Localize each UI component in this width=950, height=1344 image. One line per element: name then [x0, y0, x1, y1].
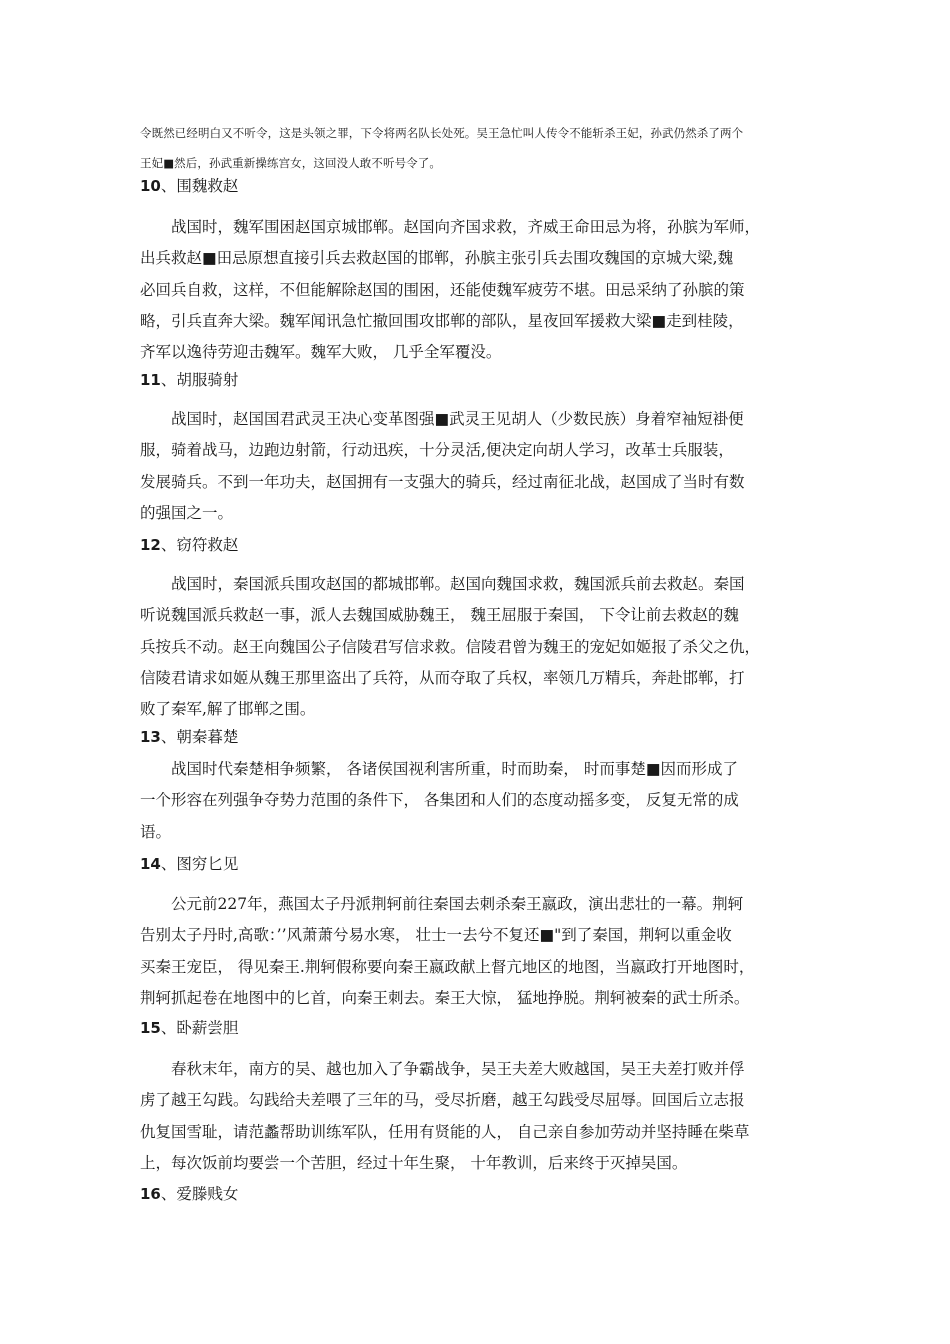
body-line: 战国时代秦楚相争频繁， 各诸侯国视利害所重，时而助秦， 时而事楚■因而形成了	[171, 760, 739, 778]
section-heading-11	[140, 369, 238, 391]
section-title: 、图穷匕见	[160, 855, 239, 873]
body-line: 仇复国雪耻，请范蠡帮助训练军队，任用有贤能的人， 自己亲自参加劳动并坚持睡在柴草	[140, 1122, 750, 1141]
section-heading-14	[140, 853, 238, 875]
body-line: 战国时，秦国派兵围攻赵国的都城邯郸。赵国向魏国求救，魏国派兵前去救赵。秦国	[171, 575, 745, 593]
section-body-10	[140, 212, 808, 368]
section-title: 、爱滕贱女	[160, 1185, 239, 1203]
body-line: 服，骑着战马，边跑边射箭，行动迅疾，十分灵活,便决定向胡人学习，改革士兵服装，	[140, 441, 734, 460]
section-title: 、胡服骑射	[160, 371, 239, 389]
intro-line-2: 王妃■然后，孙武重新操练宫女，这回没人敢不听号令了。	[140, 156, 441, 170]
body-line: 买秦王宠臣， 得见秦王.荆轲假称要向秦王嬴政献上督亢地区的地图，当嬴政打开地图时，	[140, 957, 755, 976]
section-title: 、朝秦暮楚	[160, 728, 239, 746]
section-number: 11	[140, 371, 161, 389]
intro-paragraph	[140, 118, 820, 178]
section-body-14	[140, 889, 808, 1014]
section-number: 12	[140, 536, 161, 554]
body-line: 春秋末年，南方的吴、越也加入了争霸战争，吴王夫差大败越国，吴王夫差打败并俘	[171, 1060, 745, 1078]
body-line: 齐军以逸待劳迎击魏军。魏军大败， 几乎全军覆没。	[140, 343, 502, 362]
body-line: 告别太子丹时,高歌：’’风萧萧兮易水寒， 壮士一去兮不复还■"到了秦国，荆轲以重金收	[140, 926, 732, 945]
body-line: 公元前227年，燕国太子丹派荆轲前往秦国去刺杀秦王嬴政，演出悲壮的一幕。荆轲	[171, 895, 744, 913]
section-heading-15	[140, 1017, 238, 1039]
section-title: 、围魏救赵	[160, 177, 239, 195]
body-line: 战国时，魏军围困赵国京城邯郸。赵国向齐国求救，齐威王命田忌为将，孙膑为军师，	[171, 218, 761, 236]
body-line: 战国时，赵国国君武灵王决心变革图强■武灵王见胡人（少数民族）身着窄袖短褂便	[171, 410, 744, 428]
body-line: 发展骑兵。不到一年功夫，赵国拥有一支强大的骑兵，经过南征北战，赵国成了当时有数	[140, 472, 745, 491]
body-line: 信陵君请求如姬从魏王那里盗出了兵符，从而夺取了兵权，率领几万精兵，奔赴邯郸，打	[140, 668, 745, 687]
body-line: 听说魏国派兵救赵一事，派人去魏国威胁魏王， 魏王屈服于秦国， 下令让前去救赵的魏	[140, 606, 739, 625]
body-line: 败了秦军,解了邯郸之围。	[140, 700, 316, 719]
body-line: 兵按兵不动。赵王向魏国公子信陵君写信求救。信陵君曾为魏王的宠妃如姬报了杀父之仇，	[140, 637, 761, 656]
body-line: 荆轲抓起卷在地图中的匕首，向秦王刺去。秦王大惊， 猛地挣脱。荆轲被秦的武士所杀。	[140, 988, 750, 1007]
section-number: 10	[140, 177, 161, 195]
section-heading-13	[140, 726, 238, 748]
section-number: 13	[140, 728, 161, 746]
section-body-12	[140, 569, 808, 725]
section-title: 、窃符救赵	[160, 536, 239, 554]
body-line: 语。	[140, 822, 172, 841]
body-line: 出兵救赵■田忌原想直接引兵去救赵国的邯郸，孙膑主张引兵去围攻魏国的京城大梁,魏	[140, 249, 734, 268]
section-number: 15	[140, 1019, 161, 1037]
body-line: 的强国之一。	[140, 503, 234, 522]
body-line: 上，每次饭前均要尝一个苦胆，经过十年生聚， 十年教训，后来终于灭掉吴国。	[140, 1153, 688, 1172]
section-number: 14	[140, 855, 161, 873]
body-line: 必回兵自救，这样，不但能解除赵国的围困，还能使魏军疲劳不堪。田忌采纳了孙膑的策	[140, 280, 745, 299]
section-heading-10	[140, 175, 238, 197]
section-heading-12	[140, 534, 238, 556]
body-line: 一个形容在列强争夺势力范围的条件下， 各集团和人们的态度动摇多变， 反复无常的成	[140, 791, 739, 810]
section-title: 、卧薪尝胆	[160, 1019, 239, 1037]
section-number: 16	[140, 1185, 161, 1203]
body-line: 略，引兵直奔大梁。魏军闻讯急忙撤回围攻邯郸的部队，星夜回军援救大梁■走到桂陵，	[140, 311, 744, 330]
section-body-11	[140, 404, 808, 529]
body-line: 虏了越王勾践。勾践给夫差喂了三年的马，受尽折磨，越王勾践受尽屈辱。回国后立志报	[140, 1091, 745, 1110]
intro-line-1: 令既然已经明白又不听令，这是头领之罪，下令将两名队长处死。吴王急忙叫人传令不能斩杀王妃，孙武仍然杀了两个	[140, 126, 744, 140]
section-body-13	[140, 754, 808, 848]
section-body-15	[140, 1054, 808, 1179]
section-heading-16	[140, 1183, 238, 1205]
